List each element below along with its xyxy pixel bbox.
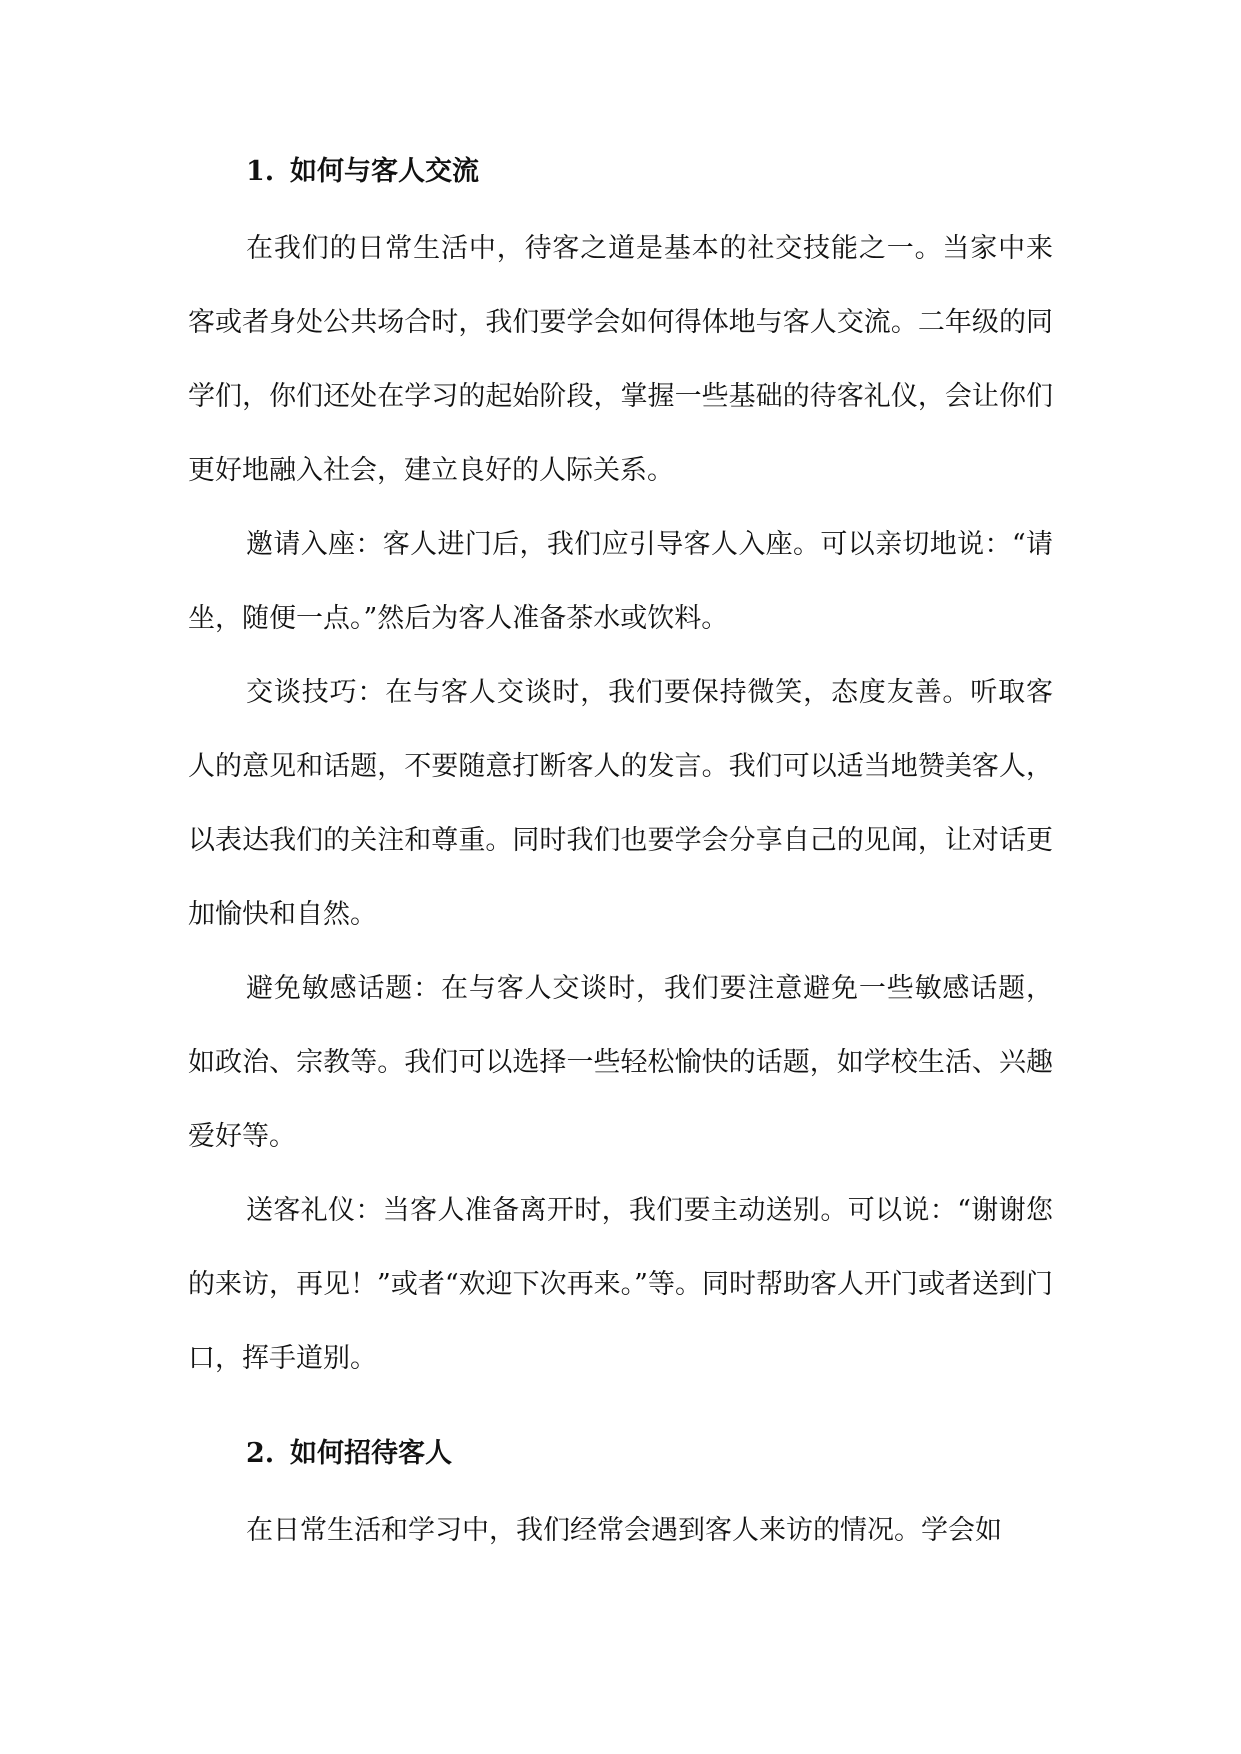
section-2 <box>188 1424 1053 1568</box>
paragraph-intro: 在日常生活和学习中，我们经常会遇到客人来访的情况。学会如 <box>246 1515 1002 1546</box>
section-number: 2. <box>246 1438 275 1469</box>
document-body <box>188 142 1053 1568</box>
section-number: 1. <box>246 156 275 187</box>
paragraph-conversation-skills: 交谈技巧：在与客人交谈时，我们要保持微笑，态度友善。听取客人的意见和话题，不要随意打断客人的发言。我们可以适当地赞美客人，以表达我们的关注和尊重。同时我们也要学会分享自己的见闻，让对话更加愉快和自然。 <box>188 677 1053 930</box>
paragraph-avoid-sensitive-topics: 避免敏感话题：在与客人交谈时，我们要注意避免一些敏感话题，如政治、宗教等。我们可以选择一些轻松愉快的话题，如学校生活、兴趣爱好等。 <box>188 973 1053 1152</box>
section-heading <box>188 142 1053 202</box>
paragraph-invite-seat: 邀请入座：客人进门后，我们应引导客人入座。可以亲切地说：“请坐，随便一点。”然后为客人准备茶水或饮料。 <box>188 529 1053 634</box>
section-title: 如何与客人交流 <box>290 156 479 187</box>
section-title: 如何招待客人 <box>290 1438 452 1469</box>
paragraph-intro: 在我们的日常生活中，待客之道是基本的社交技能之一。当家中来客或者身处公共场合时，我们要学会如何得体地与客人交流。二年级的同学们，你们还处在学习的起始阶段，掌握一些基础的待客礼仪，会让你们更好地融入社会，建立良好的人际关系。 <box>188 233 1053 486</box>
section-heading <box>188 1424 1053 1484</box>
section-1 <box>188 142 1053 1396</box>
paragraph-farewell-etiquette: 送客礼仪：当客人准备离开时，我们要主动送别。可以说：“谢谢您的来访，再见！”或者“欢迎下次再来。”等。同时帮助客人开门或者送到门口，挥手道别。 <box>188 1195 1053 1374</box>
